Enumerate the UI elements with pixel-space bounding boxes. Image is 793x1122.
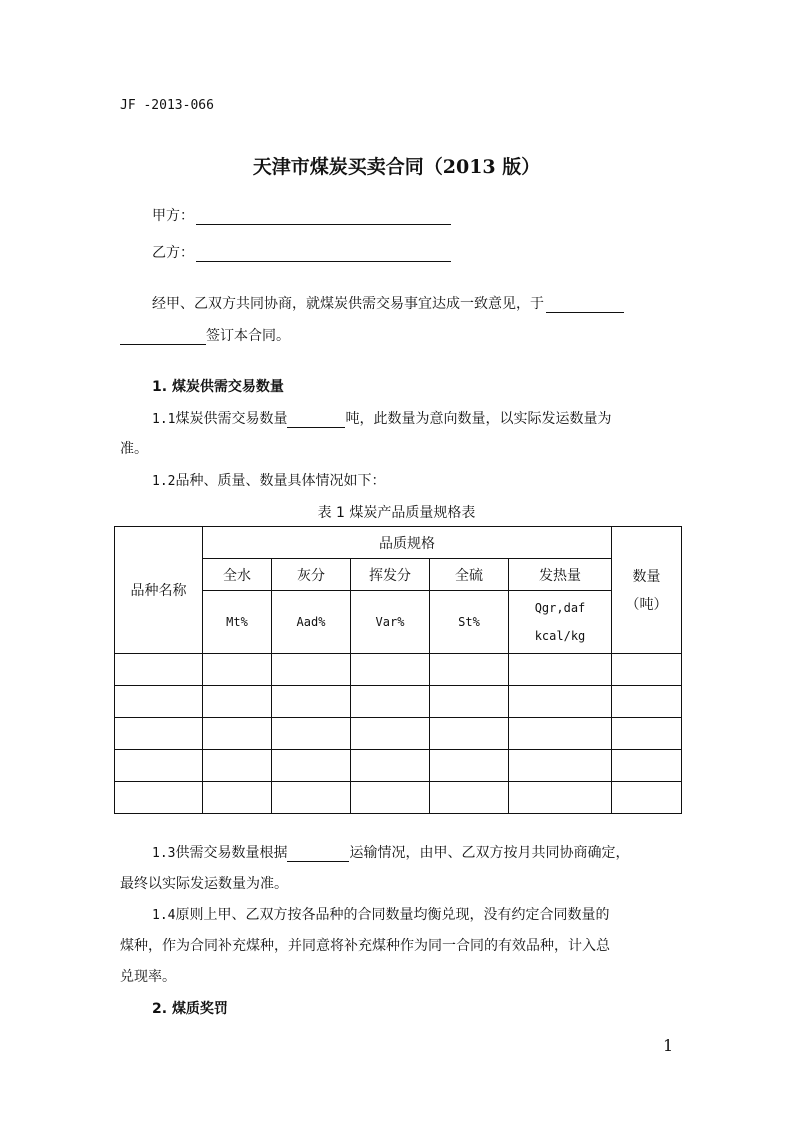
party-b-line bbox=[152, 242, 451, 262]
table-cell[interactable] bbox=[430, 718, 509, 750]
table-cell[interactable] bbox=[351, 654, 430, 686]
table-cell[interactable] bbox=[272, 654, 351, 686]
table-cell[interactable] bbox=[203, 654, 272, 686]
table-cell[interactable] bbox=[351, 782, 430, 814]
clause-1-4-line-2: 煤种，作为合同补充煤种，并同意将补充煤种作为同一合同的有效品种，计入总 bbox=[120, 938, 610, 954]
section-2-title: 煤质奖罚 bbox=[171, 1001, 228, 1017]
clause-1-4-number: 1.4 bbox=[152, 908, 176, 923]
section-1-title: 煤炭供需交易数量 bbox=[171, 379, 284, 395]
table-cell[interactable] bbox=[509, 782, 612, 814]
section-1-heading bbox=[152, 376, 284, 396]
col-volatile: 挥发分 bbox=[351, 559, 430, 591]
document-code: JF -2013-066 bbox=[120, 98, 214, 113]
unit-volatile: Var% bbox=[351, 591, 430, 654]
table-cell[interactable] bbox=[509, 750, 612, 782]
unit-ash: Aad% bbox=[272, 591, 351, 654]
party-a-blank bbox=[196, 210, 451, 225]
clause-1-2-number: 1.2 bbox=[152, 474, 176, 489]
intro-date-blank-2 bbox=[120, 330, 206, 345]
unit-calorific-value bbox=[509, 591, 612, 654]
col-ash: 灰分 bbox=[272, 559, 351, 591]
table-cell[interactable] bbox=[115, 782, 203, 814]
table-cell[interactable] bbox=[272, 750, 351, 782]
clause-1-4-line-3: 兑现率。 bbox=[120, 969, 176, 985]
table-cell[interactable] bbox=[351, 750, 430, 782]
col-total-sulfur: 全硫 bbox=[430, 559, 509, 591]
table-cell[interactable] bbox=[272, 686, 351, 718]
intro-text-b: 签订本合同。 bbox=[206, 328, 290, 344]
section-2-heading bbox=[152, 998, 228, 1018]
party-a-label: 甲方： bbox=[152, 208, 194, 224]
table-cell[interactable] bbox=[509, 718, 612, 750]
clause-1-3-line-1 bbox=[152, 842, 629, 862]
clause-1-3-line-2: 最终以实际发运数量为准。 bbox=[120, 876, 288, 892]
table-cell[interactable] bbox=[430, 750, 509, 782]
table-row bbox=[115, 686, 682, 718]
intro-line-2 bbox=[120, 325, 290, 345]
table-cell[interactable] bbox=[272, 718, 351, 750]
table-cell[interactable] bbox=[612, 718, 682, 750]
quantity-header-line-1: 数量 bbox=[632, 569, 661, 585]
clause-1-2-text: 品种、质量、数量具体情况如下： bbox=[175, 473, 386, 489]
clause-1-1-text-b: 吨，此数量为意向数量，以实际发运数量为 bbox=[345, 411, 612, 427]
section-1-number: 1. bbox=[152, 379, 168, 395]
table-cell[interactable] bbox=[509, 654, 612, 686]
variety-name-header: 品种名称 bbox=[115, 527, 203, 654]
intro-text-a: 经甲、乙双方共同协商，就煤炭供需交易事宜达成一致意见，于 bbox=[152, 296, 544, 312]
table-cell[interactable] bbox=[509, 686, 612, 718]
table-cell[interactable] bbox=[612, 654, 682, 686]
intro-date-blank-1 bbox=[546, 298, 624, 313]
unit-total-moisture: Mt% bbox=[203, 591, 272, 654]
clause-1-4-text-a: 原则上甲、乙双方按各品种的合同数量均衡兑现，没有约定合同数量的 bbox=[175, 907, 610, 923]
clause-1-1-line-1 bbox=[152, 408, 611, 428]
unit-calorific-line-1: Qgr,daf bbox=[534, 601, 586, 615]
table-cell[interactable] bbox=[430, 686, 509, 718]
coal-quality-spec-table bbox=[114, 526, 682, 814]
clause-1-2 bbox=[152, 470, 385, 490]
quantity-blank bbox=[287, 413, 345, 428]
table-cell[interactable] bbox=[115, 654, 203, 686]
table-caption: 表 1 煤炭产品质量规格表 bbox=[317, 505, 476, 521]
table-cell[interactable] bbox=[115, 718, 203, 750]
party-b-blank bbox=[196, 247, 451, 262]
table-cell[interactable] bbox=[612, 686, 682, 718]
party-a-line bbox=[152, 205, 451, 225]
table-cell[interactable] bbox=[203, 782, 272, 814]
table-cell[interactable] bbox=[351, 718, 430, 750]
table-row bbox=[115, 654, 682, 686]
table-cell[interactable] bbox=[203, 718, 272, 750]
table-cell[interactable] bbox=[612, 782, 682, 814]
table-cell[interactable] bbox=[115, 686, 203, 718]
quantity-header bbox=[612, 527, 682, 654]
intro-line-1 bbox=[152, 293, 624, 313]
section-2-number: 2. bbox=[152, 1001, 168, 1017]
table-cell[interactable] bbox=[203, 686, 272, 718]
unit-calorific-line-2: kcal/kg bbox=[534, 629, 586, 643]
table-cell[interactable] bbox=[612, 750, 682, 782]
table-cell[interactable] bbox=[351, 686, 430, 718]
table-cell[interactable] bbox=[115, 750, 203, 782]
quality-spec-header: 品质规格 bbox=[203, 527, 612, 559]
clause-1-3-text-a: 供需交易数量根据 bbox=[175, 845, 288, 861]
table-row bbox=[115, 782, 682, 814]
col-calorific-value: 发热量 bbox=[509, 559, 612, 591]
clause-1-3-text-b: 运输情况，由甲、乙双方按月共同协商确定， bbox=[349, 845, 630, 861]
clause-1-1-line-2: 准。 bbox=[120, 441, 148, 457]
clause-1-1-text-a: 煤炭供需交易数量 bbox=[175, 411, 288, 427]
table-row bbox=[115, 718, 682, 750]
clause-1-1-number: 1.1 bbox=[152, 412, 176, 427]
table-cell[interactable] bbox=[430, 654, 509, 686]
table-cell[interactable] bbox=[272, 782, 351, 814]
table-row bbox=[115, 750, 682, 782]
col-total-moisture: 全水 bbox=[203, 559, 272, 591]
table-cell[interactable] bbox=[203, 750, 272, 782]
unit-total-sulfur: St% bbox=[430, 591, 509, 654]
table-cell[interactable] bbox=[430, 782, 509, 814]
transport-blank bbox=[287, 847, 349, 862]
clause-1-3-number: 1.3 bbox=[152, 846, 176, 861]
clause-1-4-line-1 bbox=[152, 904, 609, 924]
page-number: 1 bbox=[663, 1036, 674, 1055]
party-b-label: 乙方： bbox=[152, 245, 194, 261]
contract-title: 天津市煤炭买卖合同（2013 版） bbox=[252, 156, 541, 178]
quantity-header-line-2: （吨） bbox=[625, 597, 668, 613]
